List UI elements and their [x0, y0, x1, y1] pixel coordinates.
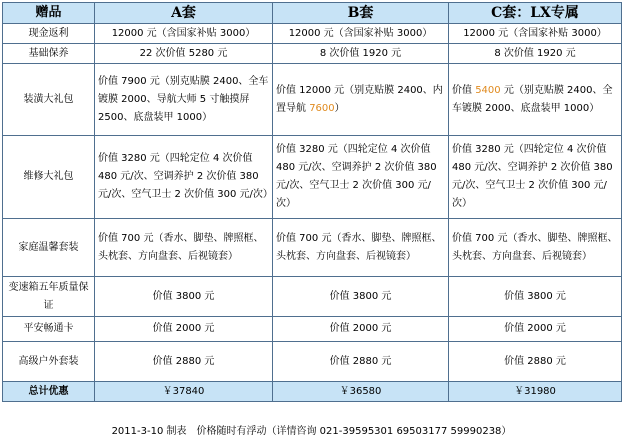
cell-b: 12000 元（含国家补贴 3000） [273, 24, 449, 44]
row-label: 平安畅通卡 [3, 317, 95, 342]
row-family-set [3, 219, 622, 277]
total-label: 总计优惠 [3, 382, 95, 402]
row-outdoor-set [3, 342, 622, 382]
cell-a: 价值 3800 元 [95, 277, 273, 317]
row-total [3, 382, 622, 402]
header-package-a: A套 [95, 3, 273, 24]
cell-b: 价值 3800 元 [273, 277, 449, 317]
row-label: 变速箱五年质量保证 [3, 277, 95, 317]
row-label: 装潢大礼包 [3, 64, 95, 136]
row-gearbox-warranty [3, 277, 622, 317]
row-label: 现金返利 [3, 24, 95, 44]
highlight-value: 5400 [475, 84, 501, 96]
cell-b [273, 64, 449, 136]
cell-b-text-end: ） [334, 102, 345, 114]
cell-b: 价值 2000 元 [273, 317, 449, 342]
cell-c: 价值 2000 元 [449, 317, 622, 342]
row-label: 基础保养 [3, 44, 95, 64]
cell-c: 12000 元（含国家补贴 3000） [449, 24, 622, 44]
cell-a: 22 次价值 5280 元 [95, 44, 273, 64]
cell-c-text-end: 元（别克贴膜 2400、全车镀膜 2000、底盘装甲 1000） [452, 84, 613, 114]
total-a: ￥37840 [95, 382, 273, 402]
cell-b: 8 次价值 1920 元 [273, 44, 449, 64]
row-label: 家庭温馨套装 [3, 219, 95, 277]
row-basic-maintenance [3, 44, 622, 64]
cell-b: 价值 2880 元 [273, 342, 449, 382]
row-cash-rebate [3, 24, 622, 44]
total-c: ￥31980 [449, 382, 622, 402]
cell-c: 价值 3280 元（四轮定位 4 次价值 480 元/次、空调养护 2 次价值 380 元/次、空气卫士 2 次价值 300 元/次） [449, 136, 622, 219]
cell-a: 价值 2000 元 [95, 317, 273, 342]
cell-c: 8 次价值 1920 元 [449, 44, 622, 64]
cell-a: 价值 2880 元 [95, 342, 273, 382]
row-pingan-card [3, 317, 622, 342]
row-repair-package [3, 136, 622, 219]
header-package-b: B套 [273, 3, 449, 24]
cell-b: 价值 700 元（香水、脚垫、牌照框、头枕套、方向盘套、后视镜套） [273, 219, 449, 277]
header-gift: 赠品 [3, 3, 95, 24]
cell-c-text: 价值 [452, 84, 476, 96]
highlight-value: 7600 [309, 102, 335, 114]
cell-b-text: 价值 12000 元（别克贴膜 2400、内置导航 [276, 84, 443, 114]
cell-c: 价值 2880 元 [449, 342, 622, 382]
cell-c: 价值 700 元（香水、脚垫、牌照框、头枕套、方向盘套、后视镜套） [449, 219, 622, 277]
cell-a: 价值 3280 元（四轮定位 4 次价值 480 元/次、空调养护 2 次价值 380 元/次、空气卫士 2 次价值 300 元/次） [95, 136, 273, 219]
footer-note: 2011-3-10 制表 价格随时有浮动（详情咨询 021-39595301 69503177 59990238） [111, 426, 512, 437]
promotion-table [2, 2, 622, 402]
cell-c [449, 64, 622, 136]
cell-a: 价值 7900 元（别克贴膜 2400、全车镀膜 2000、导航大师 5 寸触摸屏 2500、底盘装甲 1000） [95, 64, 273, 136]
row-label: 高级户外套装 [3, 342, 95, 382]
cell-a: 12000 元（含国家补贴 3000） [95, 24, 273, 44]
header-row [3, 3, 622, 24]
row-label: 维修大礼包 [3, 136, 95, 219]
row-decoration-package [3, 64, 622, 136]
header-package-c: C套：LX专属 [449, 3, 622, 24]
cell-a: 价值 700 元（香水、脚垫、牌照框、头枕套、方向盘套、后视镜套） [95, 219, 273, 277]
cell-b: 价值 3280 元（四轮定位 4 次价值 480 元/次、空调养护 2 次价值 380 元/次、空气卫士 2 次价值 300 元/次） [273, 136, 449, 219]
cell-c: 价值 3800 元 [449, 277, 622, 317]
total-b: ￥36580 [273, 382, 449, 402]
